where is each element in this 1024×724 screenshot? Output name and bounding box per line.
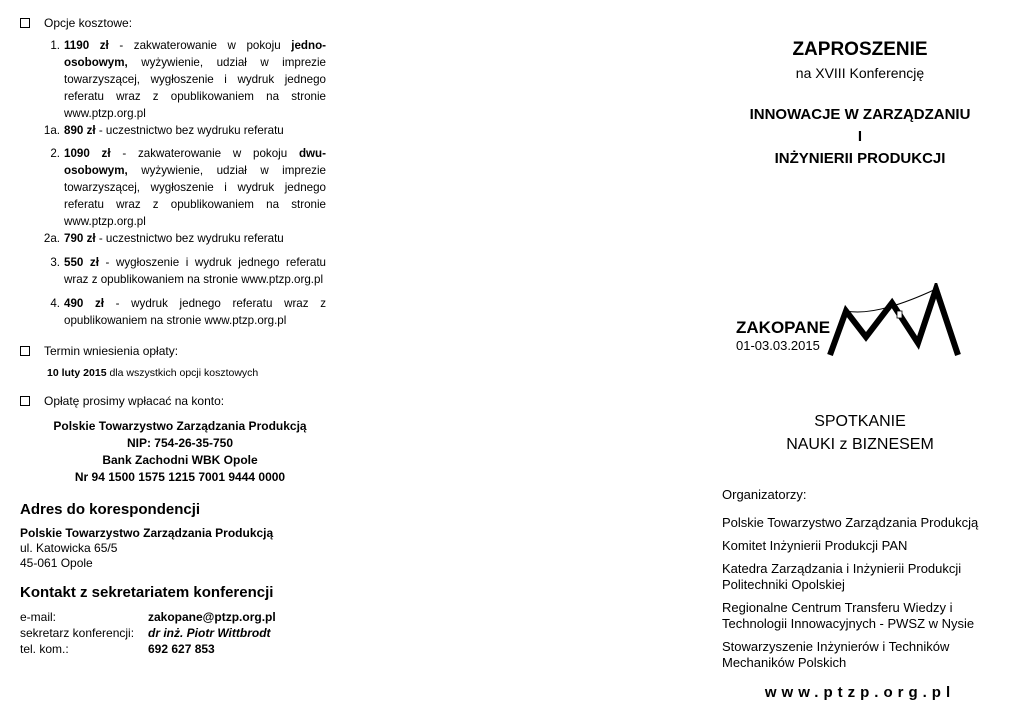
organizer-item: Polskie Towarzystwo Zarządzania Produkcją <box>722 515 979 530</box>
cost-option: 2. 1090 zł - zakwaterowanie w pokoju dwu-osobowym, wyżywienie, udział w imprezie towarzyszącej, wygłoszenie i wydruk jednego referatu wraz z opublikowaniem na stronie www.ptzp.org.pl <box>50 147 326 229</box>
invitation-title: ZAPROSZENIE <box>792 39 928 60</box>
correspondence-heading: Adres do korespondencji <box>20 500 201 518</box>
organizer-item: Stowarzyszenie Inżynierów i Techników Mechaników Polskich <box>722 639 950 670</box>
contact-email[interactable]: zakopane@ptzp.org.pl <box>148 609 276 624</box>
left-column <box>20 14 330 657</box>
checkbox-bullet-icon <box>20 346 30 356</box>
website-link[interactable]: www.ptzp.org.pl <box>764 684 956 701</box>
organizer-item: Komitet Inżynierii Produkcji PAN <box>722 538 908 553</box>
cost-option: 1. 1190 zł - zakwaterowanie w pokoju jedno-osobowym, wyżywienie, udział w imprezie towarzyszącej, wygłoszenie i wydruk jednego referatu wraz z opublikowaniem na stronie www.ptzp.org.pl <box>50 39 327 120</box>
cost-options-header: Opcje kosztowe: <box>20 14 330 32</box>
conference-theme: INNOWACJE W ZARZĄDZANIU I INŻYNIERII PRODUKCJI <box>749 106 971 167</box>
cost-options-list <box>20 38 330 330</box>
deadline-header: Termin wniesienia opłaty: <box>20 342 330 360</box>
organizers-section: Organizatorzy: Polskie Towarzystwo Zarządzania Produkcją Komitet Inżynierii Produkcji PAN Katedra Zarządzania i Inżynierii Produkcji Politechniki Opolskiej Regionalne Centrum Transferu Wiedzy i Technologii Innowacyjnych - PWSZ w Nysie Stowarzyszenie Inżynierów i Techników Mechaników Polskich <box>722 487 1007 678</box>
cost-option: 1a. 890 zł - uczestnictwo bez wydruku referatu <box>43 123 284 137</box>
meeting-slogan: SPOTKANIE NAUKI z BIZNESEM <box>786 413 934 453</box>
cost-option: 3. 550 zł - wygłoszenie i wydruk jednego referatu wraz z opublikowaniem na stronie www.ptzp.org.pl <box>50 255 326 286</box>
conference-place: ZAKOPANE 01-03.03.2015 <box>736 318 831 353</box>
correspondence-address: Polskie Towarzystwo Zarządzania Produkcją ul. Katowicka 65/5 45-061 Opole <box>20 525 274 570</box>
mountain-logo-icon <box>826 283 966 363</box>
cost-option: 2a. 790 zł - uczestnictwo bez wydruku referatu <box>43 231 284 245</box>
contact-heading: Kontakt z sekretariatem konferencji <box>20 583 274 601</box>
bank-details: Polskie Towarzystwo Zarządzania Produkcją NIP: 754-26-35-750 Bank Zachodni WBK Opole Nr 94 1500 1575 1215 7001 9444 0000 <box>53 418 307 484</box>
cost-option: 4. 490 zł - wydruk jednego referatu wraz z opublikowaniem na stronie www.ptzp.org.pl <box>50 296 326 327</box>
contact-details: e-mail: zakopane@ptzp.org.pl sekretarz konferencji: dr inż. Piotr Wittbrodt tel. kom.: 692 627 853 <box>20 609 276 656</box>
checkbox-bullet-icon <box>20 396 30 406</box>
organizer-item: Regionalne Centrum Transferu Wiedzy i Technologii Innowacyjnych - PWSZ w Nysie <box>722 600 975 631</box>
checkbox-bullet-icon <box>20 18 30 28</box>
payment-header: Opłatę prosimy wpłacać na konto: <box>20 392 330 410</box>
right-column <box>715 38 1005 170</box>
deadline-note: 10 luty 2015 dla wszystkich opcji kosztowych <box>47 366 259 379</box>
invitation-subtitle: na XVIII Konferencję <box>795 65 925 81</box>
organizer-item: Katedra Zarządzania i Inżynierii Produkcji Politechniki Opolskiej <box>722 561 962 592</box>
